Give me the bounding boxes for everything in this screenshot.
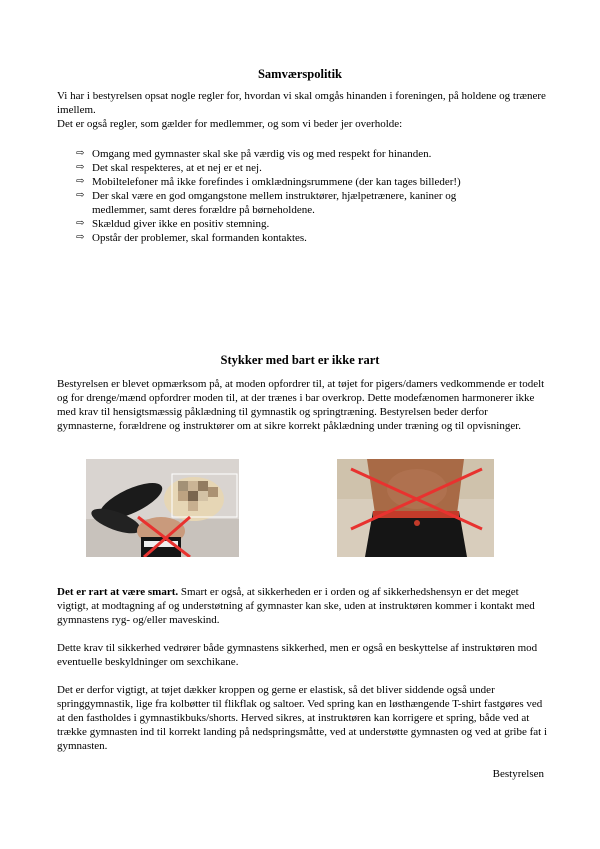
arrow-right-icon: ⇨ — [76, 162, 85, 173]
arrow-right-icon: ⇨ — [76, 176, 85, 187]
safety-paragraph: Dette krav til sikkerhed vedrører både gymnastens sikkerhed, men er også en beskyttelse af instruktøren mod eventuelle beskyldninger om sexchikane. — [57, 642, 538, 668]
intro-paragraph: Vi har i bestyrelsen opsat nogle regler for, hvordan vi skal omgås hinanden i foreningen, på holdene og trænere imellem. — [57, 90, 546, 116]
photo-bare-torso — [337, 459, 494, 557]
intro-rules-line: Det er også regler, som gælder for medlemmer, og som vi beder jer overholde: — [57, 118, 403, 130]
section-title-samvaerspolitik: Samværspolitik — [257, 67, 343, 81]
list-item: ⇨ Omgang med gymnaster skal ske på værdig vis og med respekt for hinanden. — [76, 148, 432, 160]
arrow-right-icon: ⇨ — [76, 232, 85, 243]
rules-list — [76, 147, 496, 245]
clothing-paragraph: Det er derfor vigtigt, at tøjet dækker kroppen og gerne er elastisk, så det bliver siddende også under springgymnastik, lige fra kolbøtter til flikflak og saltoer. Ved spring kan en løsthængende T-shirt fastgøres ved at den fastholdes i gymnastikbuks/shorts. Herved sikres, at instruktøren kan korrigere et spring, både ved at trække gymnasten ind til korrekt landing på nedspringsmåtte, ved at understøtte gymnasten og ved at gribe fat i gymnasten. — [57, 684, 547, 752]
arrow-right-icon: ⇨ — [76, 218, 85, 229]
smart-paragraph: Det er rart at være smart. Smart er også, at sikkerheden er i orden og af sikkerhedshensyn er det meget vigtigt, at modtagning af og understøtning af gymnaster kan ske, uden at instruktøren kommer i kontakt med gymnastens ryg- og/eller maveskind. — [57, 586, 535, 626]
photo-girl-two-piece — [86, 459, 239, 557]
arrow-right-icon: ⇨ — [76, 148, 85, 159]
list-item: ⇨ Det skal respekteres, at et nej er et nej. — [76, 162, 262, 174]
signature: Bestyrelsen — [492, 768, 544, 780]
section-title-stykker-med-bart: Stykker med bart er ikke rart — [220, 353, 380, 367]
list-item: ⇨ Mobiltelefoner må ikke forefindes i omklædningsrummene (der kan tages billeder!) — [76, 176, 461, 188]
fashion-paragraph: Bestyrelsen er blevet opmærksom på, at moden opfordrer til, at tøjet for pigers/damers vedkommende er todelt og for drenge/mænd opfordrer moden til, at der trænes i bar overkrop. Dette modefænomen harmonerer ikke med krav til hensigtsmæssig påklædning til gymnastik og springtræning. Bestyrelsen beder derfor gymnasterne, forældrene og instruktører om at sikre korrekt påklædning under træning og til opvisninger. — [57, 378, 545, 432]
arrow-right-icon: ⇨ — [76, 190, 85, 201]
smart-heading: Det er rart at være smart. — [57, 586, 179, 598]
list-item: ⇨ Skældud giver ikke en positiv stemning. — [76, 218, 270, 230]
list-item: ⇨ Opstår der problemer, skal formanden kontaktes. — [76, 232, 307, 244]
list-item: ⇨ Der skal være en god omgangstone mellem instruktører, hjælpetrænere, kaniner og medlemmer, samt deres forældre på børneholdene. — [76, 190, 457, 216]
